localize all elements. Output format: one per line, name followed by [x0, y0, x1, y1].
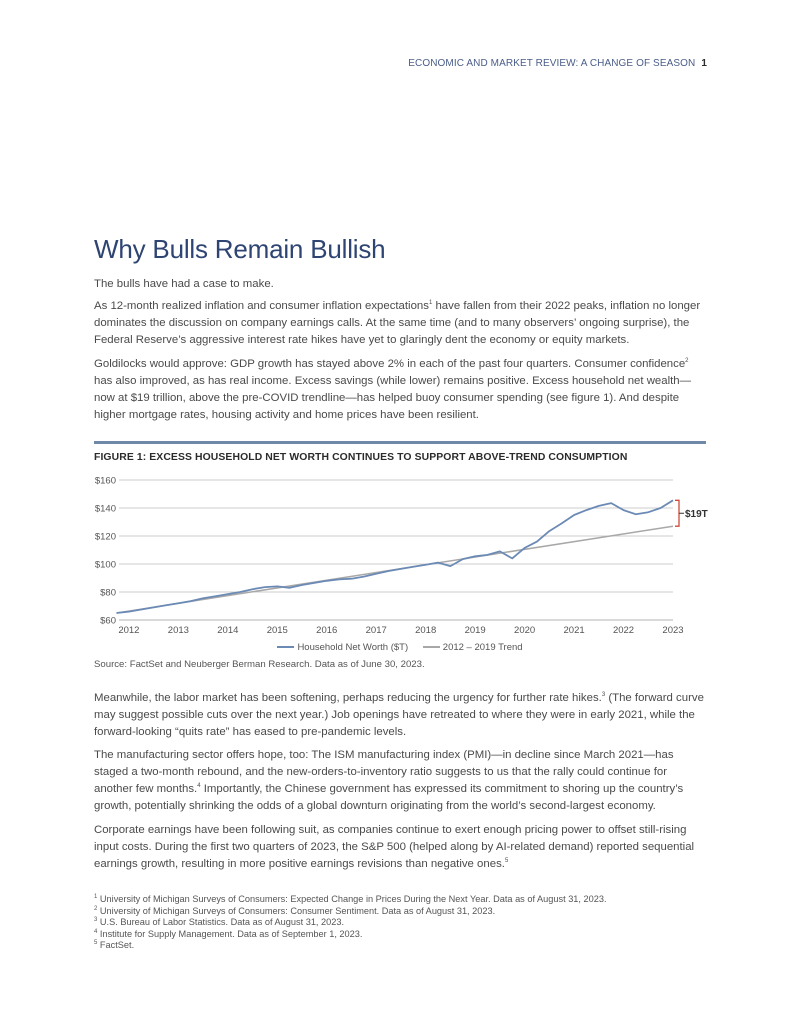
footnote-text: University of Michigan Surveys of Consumers: Expected Change in Prices During the Next Year. Data as of August 31, 2023.	[99, 894, 607, 904]
y-tick-label: $60	[100, 615, 116, 627]
legend-item-net-worth	[277, 642, 408, 653]
footnote	[94, 940, 706, 952]
paragraph-text: Meanwhile, the labor market has been softening, perhaps reducing the urgency for further rate hikes.	[94, 692, 602, 704]
paragraph-earnings	[94, 822, 706, 873]
y-tick-label: $120	[94, 531, 116, 543]
section-title: Why Bulls Remain Bullish	[94, 234, 386, 264]
footnote	[94, 929, 706, 941]
footnote	[94, 906, 706, 918]
figure-divider	[94, 441, 706, 444]
paragraph-labor-market	[94, 690, 706, 741]
legend-item-trend	[423, 642, 523, 653]
y-tick-label: $160	[94, 475, 116, 487]
x-tick-label: 2019	[464, 625, 486, 636]
x-tick-label: 2016	[316, 625, 338, 636]
x-tick-label: 2013	[167, 625, 189, 636]
footnote-number: 1	[94, 893, 98, 900]
y-tick-label: $140	[94, 503, 116, 515]
x-tick-label: 2014	[217, 625, 239, 636]
y-tick-label: $80	[100, 587, 116, 599]
footnote-number: 3	[94, 917, 98, 924]
paragraph-text: Goldilocks would approve: GDP growth has stayed above 2% in each of the past four quarters. Consumer confidence	[94, 358, 686, 370]
figure-title: FIGURE 1: EXCESS HOUSEHOLD NET WORTH CONTINUES TO SUPPORT ABOVE-TREND CONSUMPTION	[94, 452, 628, 463]
y-tick-label: $100	[94, 559, 116, 571]
footnote	[94, 917, 706, 929]
page-number: 1	[701, 58, 707, 69]
x-tick-label: 2018	[415, 625, 437, 636]
x-tick-label: 2021	[563, 625, 585, 636]
series-line-net-worth	[117, 500, 674, 613]
footnote-text: University of Michigan Surveys of Consumers: Consumer Sentiment. Data as of August 31, 2023.	[99, 905, 496, 916]
paragraph-text: (The forward curve may suggest possible cuts over the next year.) Job openings have retreated to where they were in early 2021, while the forward-looking “quits rate” has eased to pre-pandemic levels.	[94, 692, 704, 738]
footnote-ref: 1	[428, 300, 433, 307]
footnote-text: FactSet.	[99, 940, 135, 951]
x-tick-label: 2012	[118, 625, 140, 636]
footnote	[94, 894, 706, 906]
x-tick-label: 2017	[365, 625, 387, 636]
footnote-ref: 5	[504, 858, 509, 865]
figure-source: Source: FactSet and Neuberger Berman Research. Data as of June 30, 2023.	[94, 659, 425, 670]
legend-label-net-worth: Household Net Worth ($T)	[297, 642, 409, 653]
x-tick-label: 2015	[266, 625, 288, 636]
paragraph-intro: The bulls have had a case to make.	[94, 278, 274, 290]
footnote-ref: 3	[601, 692, 606, 699]
paragraph-inflation	[94, 298, 706, 349]
footnote-ref: 2	[685, 358, 689, 365]
paragraph-text: The manufacturing sector offers hope, too: The ISM manufacturing index (PMI)—in decline since March 2021—has staged a two-month rebound, and the new-orders-to-inventory ratio suggests to us that the rally could continue for another few months.	[94, 749, 674, 795]
paragraph-manufacturing	[94, 747, 706, 815]
legend-label-trend: 2012 – 2019 Trend	[442, 642, 523, 653]
chart-legend	[0, 642, 800, 653]
footnote-number: 5	[94, 940, 98, 947]
footnote-text: U.S. Bureau of Labor Statistics. Data as of August 31, 2023.	[99, 917, 345, 928]
legend-swatch-trend	[423, 646, 440, 648]
footnotes	[94, 894, 706, 952]
footnote-ref: 4	[197, 783, 201, 790]
paragraph-text: Importantly, the Chinese government has expressed its commitment to shoring up the country’s growth, potentially shrinking the odds of a global downturn originating from the world’s second-largest economy.	[94, 783, 684, 812]
running-header	[408, 58, 707, 69]
footnote-number: 4	[94, 928, 98, 935]
annotation-label: $19T	[685, 508, 708, 520]
paragraph-goldilocks	[94, 356, 706, 424]
legend-swatch-net-worth	[277, 646, 294, 648]
paragraph-text: Corporate earnings have been following suit, as companies continue to exert enough pricing power to offset still-rising input costs. During the first two quarters of 2023, the S&P 500 (helped along by AI-related demand) reported sequential earnings growth, resulting in more positive earnings revisions than negative ones.	[94, 824, 695, 870]
footnote-number: 2	[94, 905, 98, 912]
x-tick-label: 2022	[612, 625, 635, 636]
paragraph-text: As 12-month realized inflation and consumer inflation expectations	[94, 300, 429, 312]
paragraph-text: have fallen from their 2022 peaks, inflation no longer dominates the discussion on company earnings calls. At the same time (and to many observers’ ongoing surprise), the Federal Reserve’s aggressive interest rate hikes have yet to glaringly dent the economy or equity markets.	[94, 300, 701, 346]
annotation-bracket	[675, 500, 679, 526]
net-worth-chart	[88, 470, 720, 640]
paragraph-text: has also improved, as has real income. Excess savings (while lower) remains positive. Excess household net wealth—now at $19 trillion, above the pre-COVID trendline—has helped buoy consumer spending (see figure 1). And despite higher mortgage rates, housing activity and home prices have been resilient.	[94, 375, 692, 421]
footnote-text: Institute for Supply Management. Data as of September 1, 2023.	[99, 928, 363, 939]
running-title: ECONOMIC AND MARKET REVIEW: A CHANGE OF SEASON	[408, 58, 696, 69]
x-tick-label: 2020	[514, 625, 536, 636]
x-tick-label: 2023	[662, 625, 684, 636]
